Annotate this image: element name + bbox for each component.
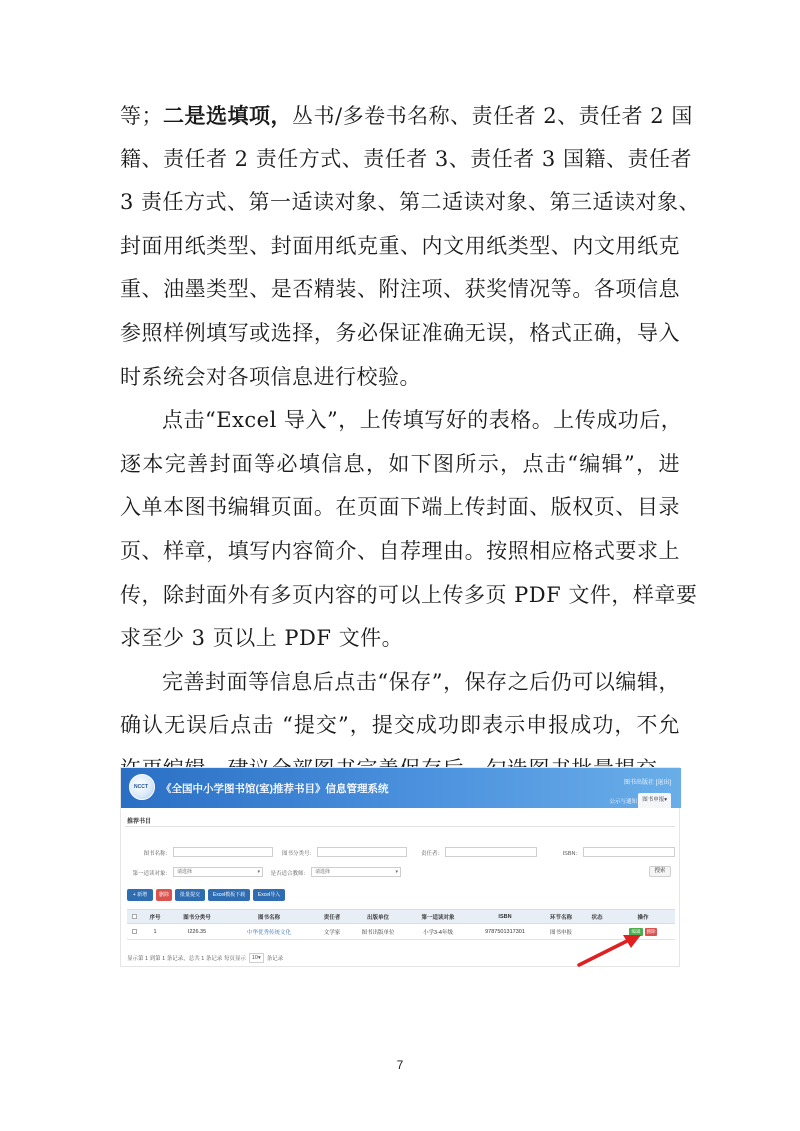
column-header: 出版单位 [366, 914, 389, 921]
column-header: 责任者 [323, 914, 341, 921]
text-segment: 参照样例填写或选择，务必保证准确无误，格式正确，导入 [120, 320, 680, 345]
row-select-cell [127, 924, 141, 939]
book-title-link[interactable]: 中华优秀传统文化 [246, 929, 291, 936]
text-line [120, 268, 680, 312]
bold-phrase: 二是选填项， [163, 103, 292, 128]
text-line [120, 312, 680, 356]
text-segment: 点击“Excel 导入”，上传填写好的表格。上传成功后， [162, 408, 683, 433]
excel-import-button[interactable]: Excel导入 [253, 889, 285, 901]
text-line [120, 574, 698, 618]
text-segment: 页、样章，填写内容简介、自荐理由。按照相应格式要求上 [120, 538, 680, 563]
table-cell: I226.35 [187, 928, 207, 935]
text-line [120, 399, 683, 443]
text-segment: 逐本完善封面等必填信息，如下图所示，点击“编辑”，进 [120, 451, 680, 476]
reader-label: 第一适读对象： [132, 871, 171, 877]
text-line [120, 661, 680, 705]
table-cell: 小学3-4年级 [423, 929, 453, 936]
column-header: 环节名称 [549, 914, 572, 921]
column-header: 操作 [637, 914, 649, 921]
text-line [120, 617, 680, 661]
isbn-input[interactable] [583, 847, 675, 857]
text-segment: 丛书/多卷书名称、责任者 2、责任者 2 国 [292, 104, 693, 128]
delete-button[interactable]: 删除 [156, 889, 172, 901]
text-segment: 封面用纸类型、封面用纸克重、内文用纸类型、内文用纸克 [120, 233, 680, 258]
reader-select[interactable]: 请选择 ▾ [173, 867, 263, 877]
class-no-label: 图书分类号： [281, 851, 315, 857]
text-segment: 籍、责任者 2 责任方式、责任者 3、责任者 3 国籍、责任者 [120, 146, 692, 171]
text-segment: 完善封面等信息后点击“保存”，保存之后仍可以编辑， [162, 669, 680, 694]
isbn-label: ISBN： [562, 851, 581, 857]
text-segment: 重、油墨类型、是否精装、附注项、获奖情况等。各项信息 [120, 277, 680, 302]
table-cell: 9787501317301 [485, 928, 525, 935]
row-checkbox[interactable] [132, 929, 137, 934]
recommended-select[interactable]: 请选择 ▾ [311, 867, 401, 877]
text-line [120, 356, 680, 400]
text-segment: 确认无误后点击 “提交”，提交成功即表示申报成功，不允 [120, 713, 680, 738]
text-line [120, 94, 693, 138]
system-screenshot [120, 767, 680, 967]
text-segment: 传，除封面外有多页内容的可以上传多页 PDF 文件，样章要 [120, 582, 698, 607]
breadcrumb: 推荐书目 [127, 819, 152, 825]
divider [125, 826, 675, 827]
text-line [120, 704, 680, 748]
table-cell: 图书出版单位 [361, 929, 395, 936]
system-header [121, 768, 681, 808]
search-button[interactable]: 搜索 [649, 866, 671, 877]
pager-prefix: 显示第 1 到第 1 条记录，总共 1 条记录 每页显示 [127, 956, 246, 962]
column-header: 状态 [591, 914, 603, 921]
text-line [120, 138, 692, 182]
column-header: ISBN [498, 913, 512, 920]
author-input[interactable] [445, 847, 537, 857]
table-cell: 文学家 [323, 929, 341, 936]
table-cell: 图书申报 [549, 929, 572, 936]
column-header: 图书分类号 [183, 914, 211, 921]
column-header: 第一适读对象 [421, 914, 455, 921]
text-line [120, 225, 680, 269]
org-name-link[interactable]: 图书出版社 [退出] [623, 780, 671, 786]
nav-notice-link[interactable]: 公示与通知 [609, 799, 637, 805]
text-segment: 入单本图书编辑页面。在页面下端上传封面、版权页、目录 [120, 495, 680, 520]
excel-template-button[interactable]: Excel模板下载 [208, 889, 250, 901]
column-header: 图书名称 [257, 914, 280, 921]
pagination-info [127, 953, 283, 963]
book-name-input[interactable] [173, 847, 273, 857]
text-segment: 等； [120, 104, 163, 128]
column-header: 序号 [149, 914, 161, 921]
class-no-input[interactable] [317, 847, 407, 857]
page-number: 7 [396, 1058, 404, 1072]
body-text [120, 94, 701, 792]
add-button[interactable]: + 新增 [127, 889, 153, 901]
book-name-label: 图书名称： [143, 851, 171, 857]
text-line [120, 443, 680, 487]
red-arrow-icon [571, 931, 651, 971]
text-segment: 求至少 3 页以上 PDF 文件。 [120, 626, 404, 651]
edit-button[interactable]: 编辑 [629, 928, 643, 936]
page-size-select[interactable]: 10▾ [249, 953, 264, 963]
table-header [127, 909, 675, 924]
text-segment: 3 责任方式、第一适读对象、第二适读对象、第三适读对象、 [120, 190, 701, 215]
row-delete-button[interactable]: 删除 [646, 928, 656, 934]
logo-text: NCCT [134, 784, 148, 790]
select-all-checkbox[interactable] [132, 914, 137, 919]
pager-suffix: 条记录 [266, 956, 284, 962]
author-label: 责任者： [420, 851, 443, 857]
text-line [120, 530, 680, 574]
text-segment: 时系统会对各项信息进行校验。 [120, 364, 421, 389]
select-all-cell [127, 910, 141, 923]
text-line [120, 181, 701, 225]
table-cell: 1 [153, 928, 157, 935]
recommended-label: 是否适合教师： [270, 871, 309, 877]
batch-submit-button[interactable]: 批量提交 [175, 889, 205, 901]
logo-icon [129, 774, 155, 800]
text-line [120, 486, 680, 530]
system-title: 《全国中小学图书馆(室)推荐书目》信息管理系统 [161, 783, 389, 795]
nav-tab-book-apply[interactable]: 图书申报▾ [638, 793, 671, 808]
